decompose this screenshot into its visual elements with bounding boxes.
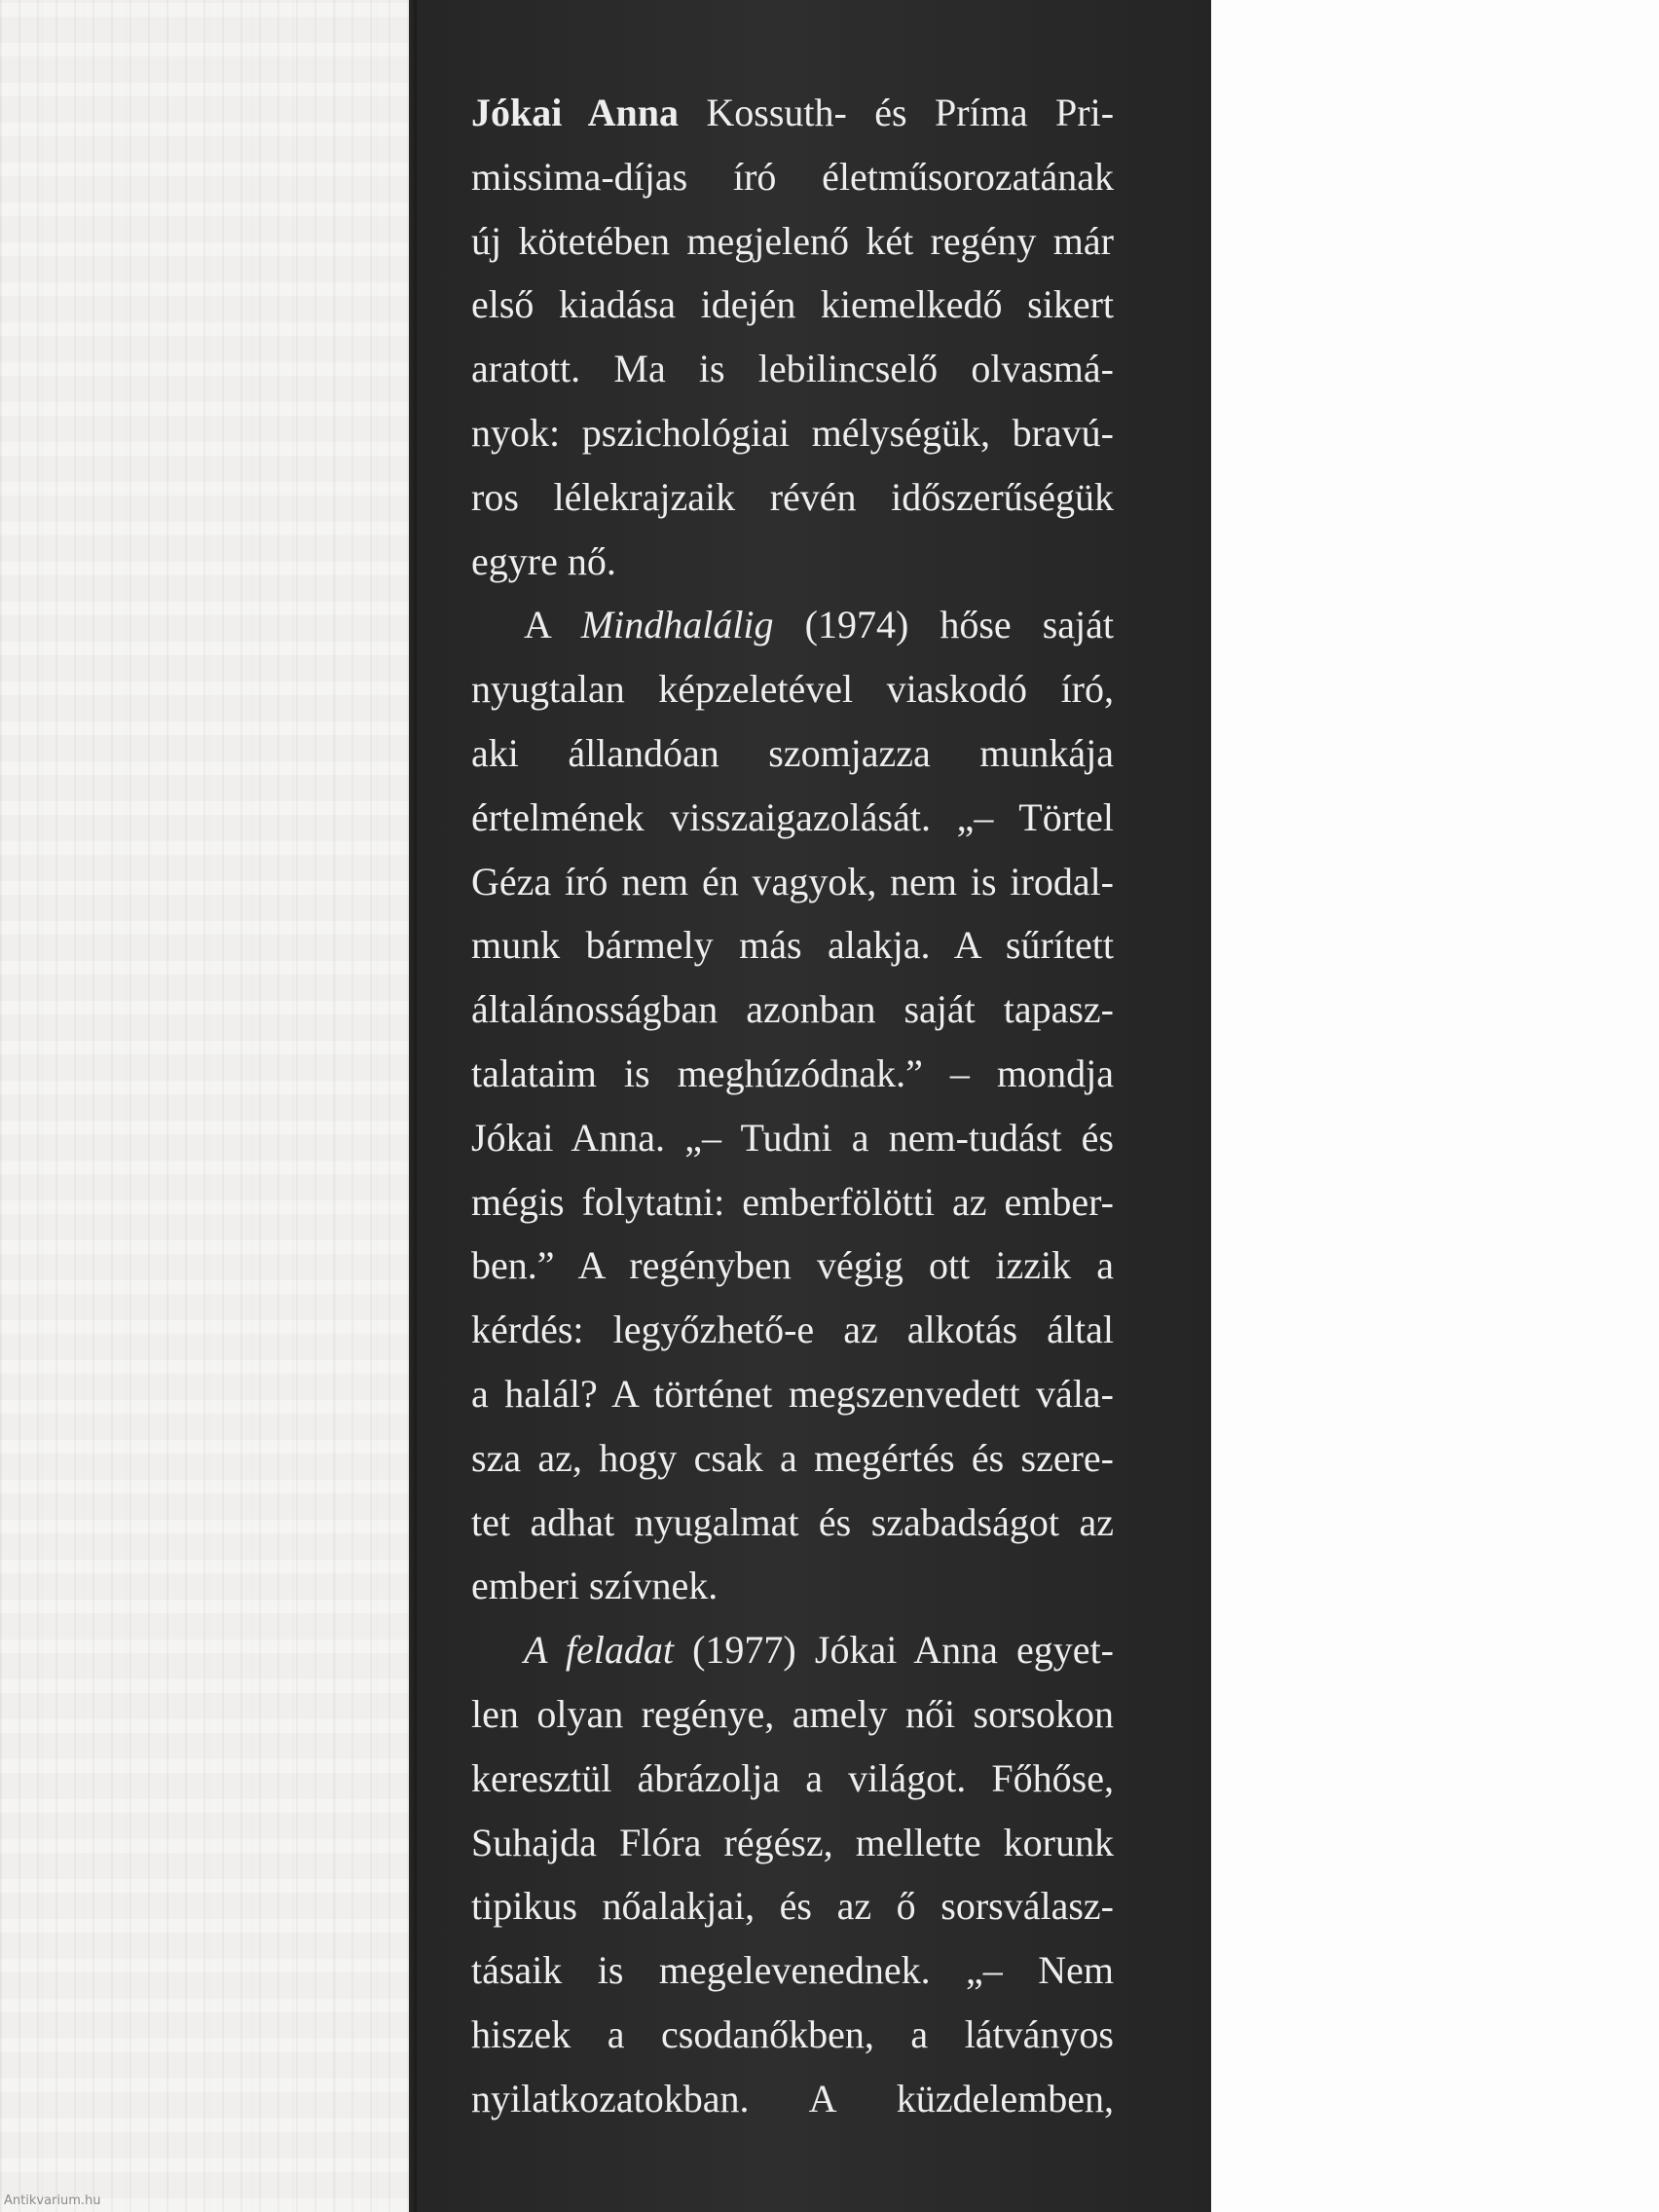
text-line: általánosságban azonban saját tapasz-	[471, 987, 1114, 1032]
text-line: nyugtalan képzeletével viaskodó író,	[471, 667, 1114, 712]
text-line: tásaik is megelevenednek. „– Nem	[471, 1948, 1114, 1993]
watermark: Antikvarium.hu	[4, 2194, 101, 2208]
text-line: keresztül ábrázolja a világot. Főhőse,	[471, 1755, 1114, 1800]
text-line: Géza író nem én vagyok, nem is irodal-	[471, 859, 1114, 903]
author-name: Jókai Anna	[471, 91, 679, 134]
book-cover-edge	[409, 0, 417, 2212]
text-line: nyok: pszichológiai mélységük, bravú-	[471, 410, 1114, 455]
text-line: kérdés: legyőzhető-e az alkotás által	[471, 1308, 1114, 1352]
paragraph-1	[471, 81, 1114, 593]
text-line: Suhajda Flóra régész, mellette korunk	[471, 1820, 1114, 1864]
text-line: len olyan regénye, amely női sorsokon	[471, 1691, 1114, 1736]
text-line: emberi szívnek.	[471, 1564, 719, 1608]
text-line: ben.” A regényben végig ott izzik a	[471, 1243, 1114, 1288]
text-line: Jókai Anna. „– Tudni a nem-tudást és	[471, 1115, 1114, 1160]
text-line: tet adhat nyugalmat és szabadságot az	[471, 1499, 1114, 1544]
text-line: aki állandóan szomjazza munkája	[471, 730, 1114, 775]
text-line: A Mindhalálig (1974) hőse saját	[524, 603, 1115, 647]
text-line: tipikus nőalakjai, és az ő sorsválasz-	[471, 1884, 1114, 1929]
text-line: mégis folytatni: emberfölötti az ember-	[471, 1179, 1114, 1224]
text-line: hiszek a csodanőkben, a látványos	[471, 2011, 1114, 2056]
text-line: a halál? A történet megszenvedett vála-	[471, 1371, 1114, 1416]
text-line: aratott. Ma is lebilincselő olvasmá-	[471, 347, 1114, 391]
text-line: Jókai Anna Kossuth- és Príma Pri-	[471, 91, 1115, 134]
book-title-a-feladat: A feladat	[524, 1628, 674, 1673]
text-line: A feladat (1977) Jókai Anna egyet-	[524, 1628, 1114, 1673]
text-line: sza az, hogy csak a megértés és szere-	[471, 1435, 1114, 1480]
white-page-background	[1211, 0, 1659, 2212]
text-line: missima-díjas író életműsorozatának	[471, 154, 1114, 199]
text-line: egyre nő.	[471, 538, 616, 583]
text-line: nyilatkozatokban. A küzdelemben,	[471, 2076, 1114, 2120]
text-line: értelmének visszaigazolását. „– Törtel	[471, 794, 1114, 839]
paragraph-2	[471, 593, 1114, 1618]
book-title-mindhalalig: Mindhalálig	[580, 603, 774, 647]
text-line: első kiadása idején kiemelkedő sikert	[471, 282, 1114, 327]
text-line: ros lélekrajzaik révén időszerűségük	[471, 474, 1114, 519]
paragraph-3	[471, 1618, 1114, 2130]
wooden-surface	[0, 0, 409, 2212]
text-line: új kötetében megjelenő két regény már	[471, 218, 1114, 263]
text-line: talataim is meghúzódnak.” – mondja	[471, 1051, 1114, 1095]
cover-blurb-text	[471, 81, 1114, 2131]
text-line: munk bármely más alakja. A sűrített	[471, 923, 1114, 968]
